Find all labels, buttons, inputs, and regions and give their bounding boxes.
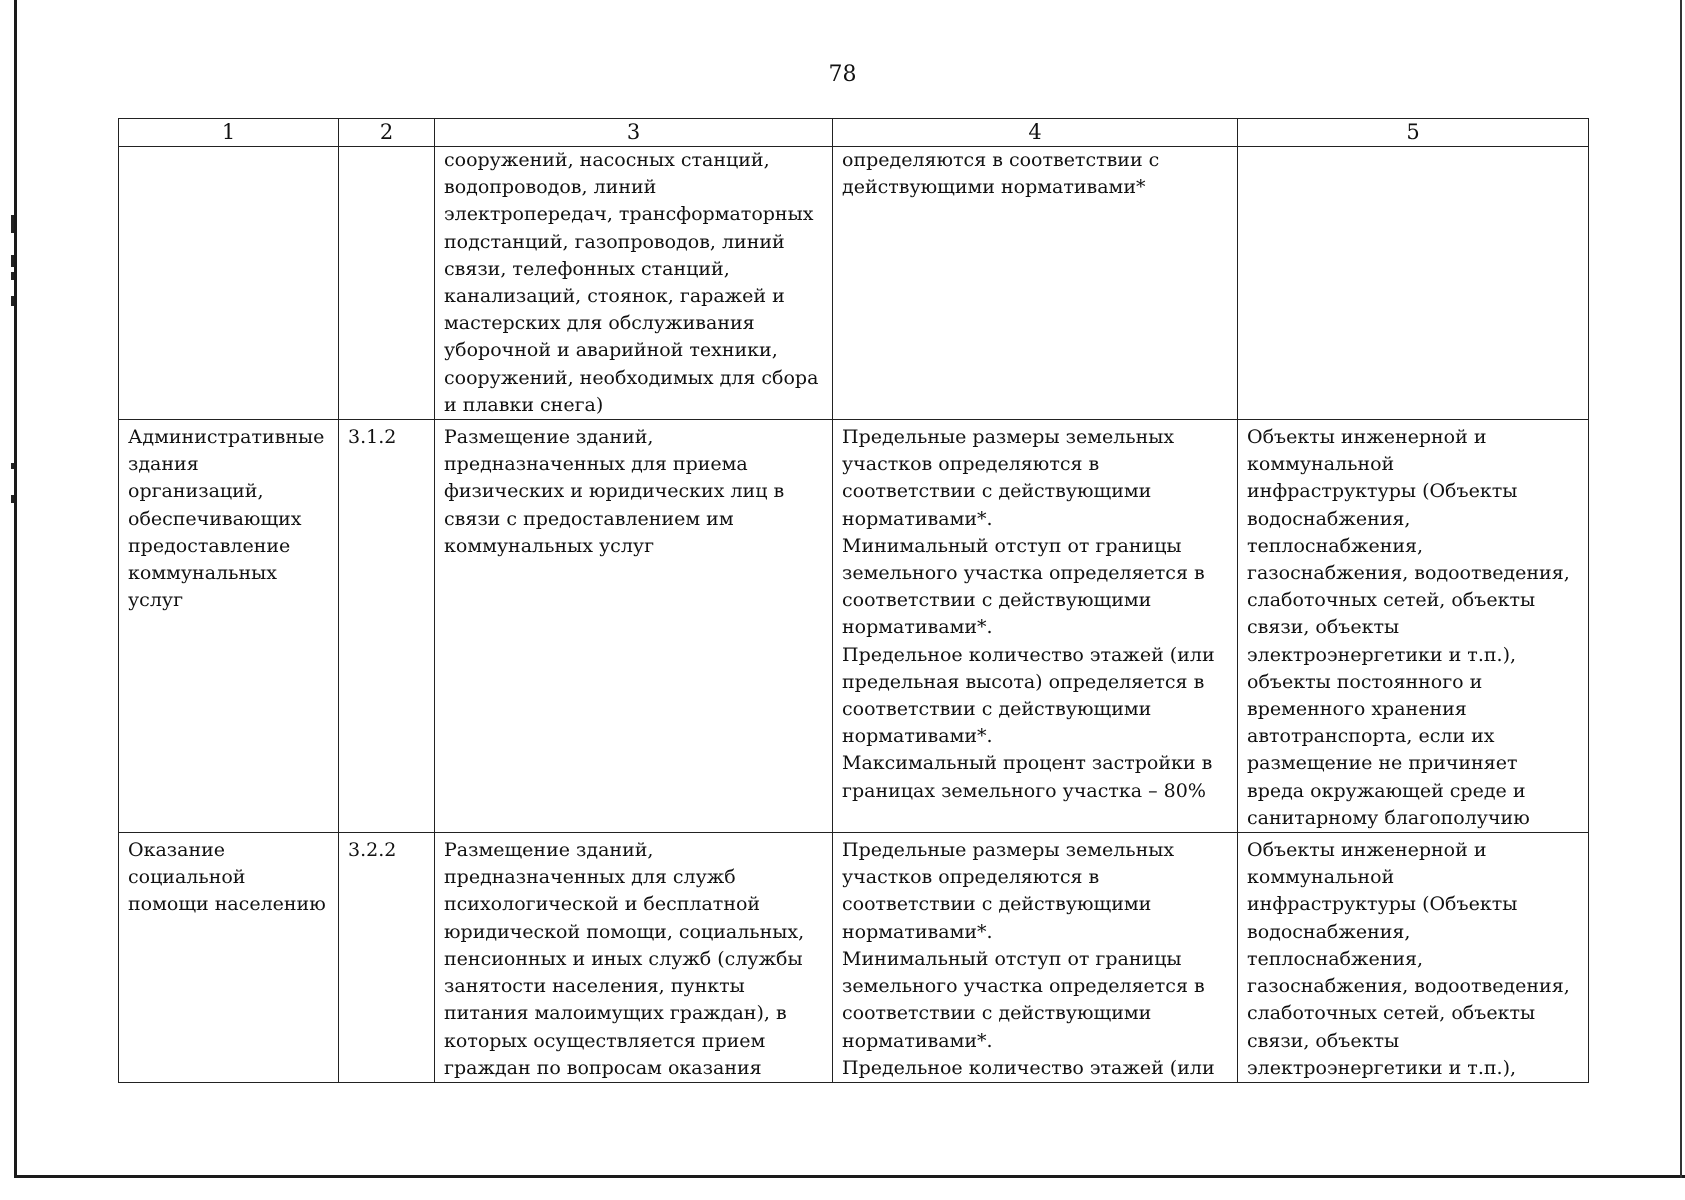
table-header-row [119,119,1589,147]
auxiliary-uses-cell [1238,147,1589,420]
regulations-table [118,118,1589,1083]
table-row [119,147,1589,420]
page-number: 78 [828,62,857,87]
table-row [119,420,1589,833]
table-row [119,833,1589,1083]
scan-speck [11,296,14,306]
scan-speck [11,495,14,503]
use-description-cell: Размещение зданий, предназначенных для приема физических и юридических лиц в связи с предоставлением им коммунальных услуг [435,420,833,833]
column-header: 1 [119,119,339,147]
auxiliary-uses-cell: Объекты инженерной и коммунальной инфраструктуры (Объекты водоснабжения, теплоснабжения, газоснабжения, водоотведения, слаботочных сетей, объекты связи, объекты электроэнергетики и т.п.), объекты постоянного и временного хранения автотранспорта, если их размещение не причиняет вреда окружающей среде и санитарному благополучию [1238,420,1589,833]
scan-border-right [1680,0,1682,1178]
use-name-cell [119,147,339,420]
column-header: 5 [1238,119,1589,147]
column-header: 2 [339,119,435,147]
scan-speck [11,215,14,233]
use-code-cell: 3.2.2 [339,833,435,1083]
scan-border-left [14,0,17,1178]
column-header: 4 [833,119,1238,147]
scan-border-bottom [14,1175,1685,1178]
scan-speck [11,463,14,469]
use-description-cell: сооружений, насосных станций, водопроводов, линий электропередач, трансформаторных подстанций, газопроводов, линий связи, телефонных станций, канализаций, стоянок, гаражей и мастерских для обслуживания уборочной и аварийной техники, сооружений, необходимых для сбора и плавки снега) [435,147,833,420]
use-description-cell: Размещение зданий, предназначенных для служб психологической и бесплатной юридической помощи, социальных, пенсионных и иных служб (службы занятости населения, пункты питания малоимущих граждан), в которых осуществляется прием граждан по вопросам оказания [435,833,833,1083]
use-name-cell: Административные здания организаций, обеспечивающих предоставление коммунальных услуг [119,420,339,833]
use-name-cell: Оказание социальной помощи населению [119,833,339,1083]
parameters-cell: определяются в соответствии с действующими нормативами* [833,147,1238,420]
auxiliary-uses-cell: Объекты инженерной и коммунальной инфраструктуры (Объекты водоснабжения, теплоснабжения, газоснабжения, водоотведения, слаботочных сетей, объекты связи, объекты электроэнергетики и т.п.), [1238,833,1589,1083]
parameters-cell: Предельные размеры земельных участков определяются в соответствии с действующими нормативами*. Минимальный отступ от границы земельного участка определяется в соответствии с действующими нормативами*. Предельное количество этажей (или предельная высота) определяется в соответствии с действующими нормативами*. Максимальный процент застройки в границах земельного участка – 80% [833,420,1238,833]
column-header: 3 [435,119,833,147]
scan-speck [11,272,14,280]
scan-speck [11,255,14,267]
use-code-cell: 3.1.2 [339,420,435,833]
use-code-cell [339,147,435,420]
parameters-cell: Предельные размеры земельных участков определяются в соответствии с действующими нормативами*. Минимальный отступ от границы земельного участка определяется в соответствии с действующими нормативами*. Предельное количество этажей (или [833,833,1238,1083]
